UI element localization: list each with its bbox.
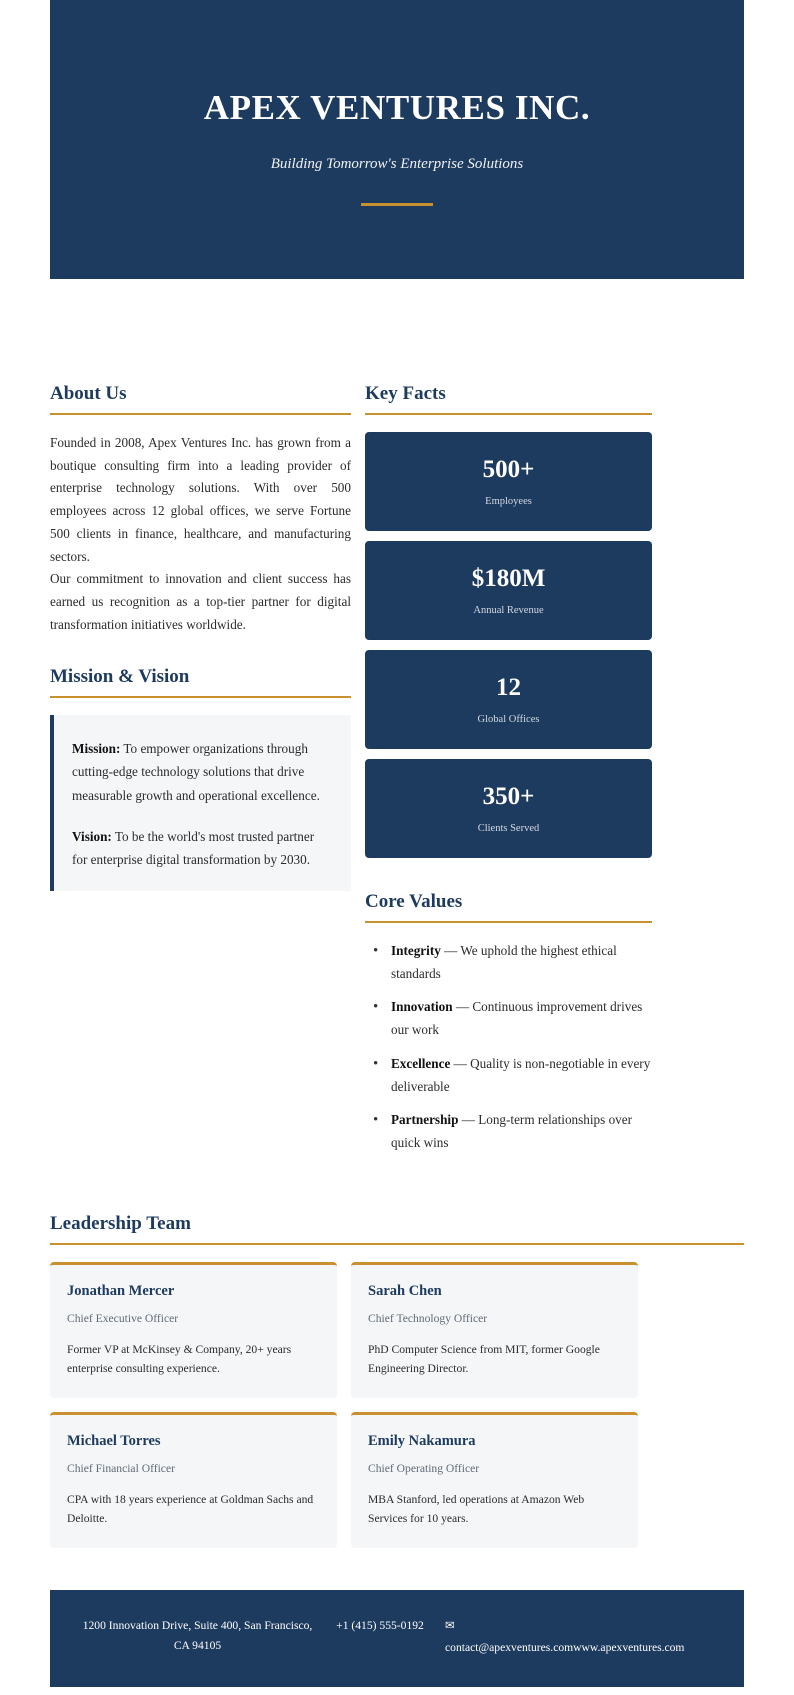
about-heading-rule (50, 413, 351, 415)
key-facts-heading-rule (365, 413, 652, 415)
stat-card (365, 541, 652, 640)
vision-label: Vision: (72, 828, 112, 844)
key-facts-heading: Key Facts (365, 383, 446, 404)
hero-banner (50, 0, 744, 279)
mission-vision-heading-rule (50, 696, 351, 698)
core-value-description: Long-term relationships over quick wins (391, 1112, 633, 1150)
about-heading: About Us (50, 383, 127, 404)
team-member-card (50, 1412, 337, 1548)
team-grid (50, 1262, 744, 1549)
mission-label: Mission: (72, 741, 121, 757)
member-bio: CPA with 18 years experience at Goldman Sachs and Deloitte. (67, 1492, 314, 1525)
member-bio: MBA Stanford, led operations at Amazon Web Services for 10 years. (368, 1492, 585, 1525)
stat-card (365, 759, 652, 858)
about-paragraph-1: Founded in 2008, Apex Ventures Inc. has grown from a boutique consulting firm into a leading provider of enterprise technology solutions. With over 500 employees across 12 global offices, we serve Fortune 500 clients in finance, healthcare, and manufacturing sectors. (50, 435, 351, 564)
core-values-list (365, 940, 652, 1155)
member-name: Jonathan Mercer (67, 1282, 175, 1299)
member-name: Sarah Chen (368, 1282, 442, 1299)
core-value-item (369, 996, 652, 1041)
core-value-dash: — (458, 1112, 479, 1128)
stat-card (365, 650, 652, 749)
right-column (365, 383, 652, 1166)
member-role: Chief Executive Officer (67, 1311, 179, 1325)
core-value-item (369, 1109, 652, 1154)
mission-vision-box (50, 715, 351, 890)
member-role: Chief Financial Officer (67, 1461, 175, 1475)
mission-vision-section (50, 666, 351, 890)
member-bio: PhD Computer Science from MIT, former Google Engineering Director. (368, 1342, 600, 1375)
core-values-heading: Core Values (365, 891, 463, 912)
core-value-description: Quality is non-negotiable in every deliverable (391, 1055, 651, 1094)
member-role: Chief Operating Officer (368, 1461, 480, 1475)
vision-text: To be the world's most trusted partner for enterprise digital transformation by 2030. (72, 828, 315, 867)
about-paragraph-2: Our commitment to innovation and client success has earned us recognition as a top-tier partner for digital transformation initiatives worldwide. (50, 571, 351, 632)
stat-label: Global Offices (477, 713, 540, 725)
core-value-term: Integrity (391, 943, 441, 958)
stat-value: 500+ (482, 456, 535, 484)
mission-vision-heading: Mission & Vision (50, 666, 190, 688)
core-value-description: We uphold the highest ethical standards (391, 943, 617, 981)
leadership-section (0, 1213, 794, 1549)
stat-label: Clients Served (477, 822, 540, 834)
key-facts-section (365, 383, 652, 858)
core-values-section (365, 891, 652, 1155)
envelope-icon: ✉ (445, 1619, 455, 1633)
member-bio: Former VP at McKinsey & Company, 20+ years enterprise consulting experience. (67, 1342, 292, 1375)
core-value-item (369, 1053, 652, 1098)
vision-statement (72, 825, 331, 871)
hero-divider (361, 203, 433, 206)
core-value-term: Excellence (391, 1055, 451, 1071)
footer-contact (445, 1616, 714, 1659)
stat-label: Annual Revenue (473, 604, 544, 616)
main-content (0, 383, 794, 1166)
stat-value: 350+ (482, 783, 535, 811)
footer-contact-text[interactable]: contact@apexventures.comwww.apexventures.com (445, 1641, 685, 1655)
core-value-item (369, 940, 652, 985)
leadership-heading-rule (50, 1243, 744, 1245)
footer-phone: +1 (415) 555-0192 (336, 1619, 424, 1633)
footer-address: 1200 Innovation Drive, Suite 400, San Francisco, CA 94105 (82, 1619, 313, 1653)
team-member-card (351, 1262, 638, 1398)
core-value-dash: — (440, 943, 461, 958)
mission-statement (72, 737, 331, 806)
leadership-heading: Leadership Team (50, 1212, 191, 1234)
member-name: Emily Nakamura (368, 1432, 476, 1449)
stat-label: Employees (485, 495, 532, 507)
stat-value: $180M (471, 565, 546, 593)
stat-card (365, 432, 652, 531)
mission-text: To empower organizations through cutting-edge technology solutions that drive measurable growth and operational excellence. (72, 741, 320, 803)
core-value-dash: — (450, 1055, 471, 1071)
core-values-heading-rule (365, 921, 652, 923)
page-title: APEX VENTURES INC. (203, 88, 591, 127)
team-member-card (50, 1262, 337, 1398)
member-name: Michael Torres (67, 1432, 161, 1449)
member-role: Chief Technology Officer (368, 1311, 488, 1325)
stat-value: 12 (496, 674, 521, 702)
team-member-card (351, 1412, 638, 1548)
core-value-term: Partnership (391, 1112, 459, 1128)
about-section (50, 383, 351, 636)
left-column (50, 383, 351, 891)
core-value-term: Innovation (391, 999, 453, 1015)
core-value-description: Continuous improvement drives our work (391, 999, 643, 1038)
core-value-dash: — (452, 999, 473, 1015)
hero-tagline: Building Tomorrow's Enterprise Solutions (270, 156, 524, 173)
footer (50, 1590, 744, 1687)
